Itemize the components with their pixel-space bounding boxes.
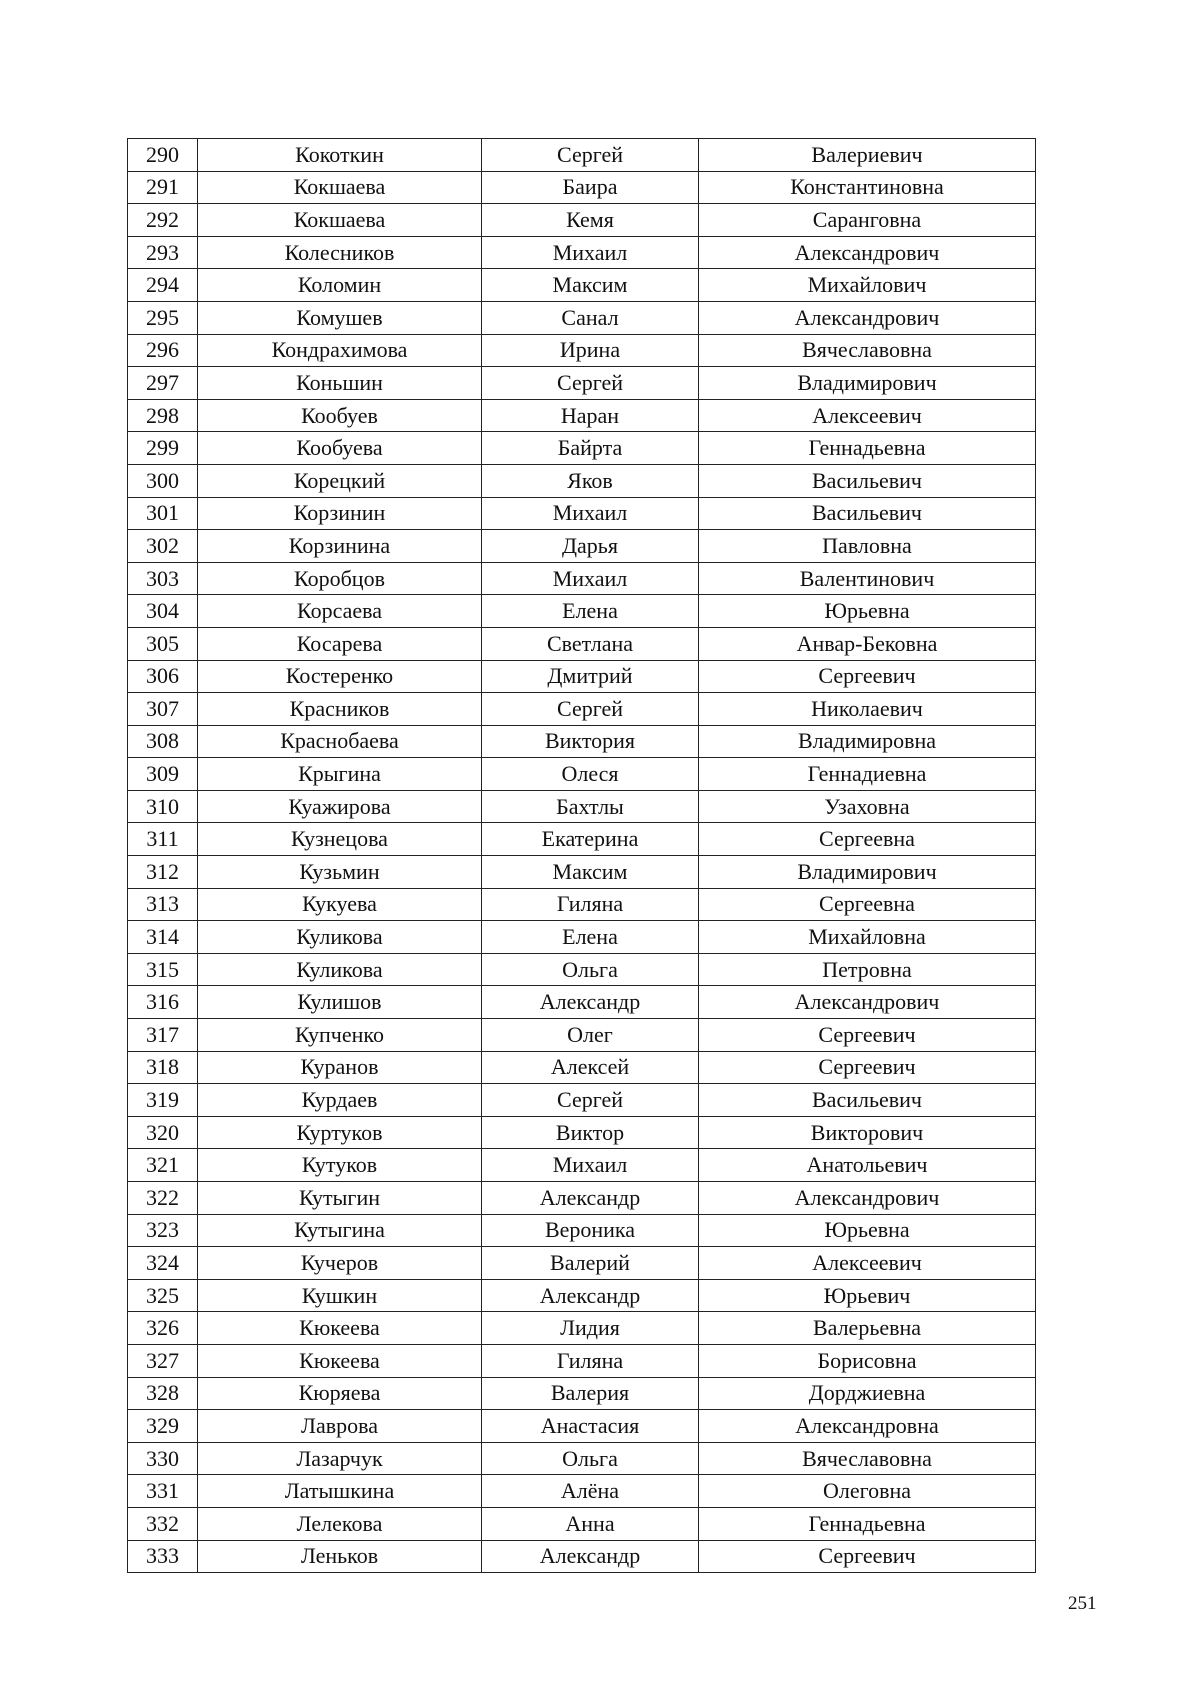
patronymic-cell: Сергеевна	[699, 888, 1036, 921]
last-name-cell: Крыгина	[198, 758, 482, 791]
patronymic-cell: Олеговна	[699, 1475, 1036, 1508]
last-name-cell: Кукуева	[198, 888, 482, 921]
table-row	[128, 1344, 1036, 1377]
row-number-cell: 303	[128, 562, 198, 595]
table-row	[128, 1247, 1036, 1280]
roster-table-body	[128, 139, 1036, 1573]
table-row	[128, 334, 1036, 367]
last-name-cell: Кутуков	[198, 1149, 482, 1182]
last-name-cell: Корецкий	[198, 464, 482, 497]
first-name-cell: Валерия	[482, 1377, 699, 1410]
table-row	[128, 204, 1036, 237]
first-name-cell: Алёна	[482, 1475, 699, 1508]
row-number-cell: 333	[128, 1540, 198, 1573]
last-name-cell: Кузьмин	[198, 856, 482, 889]
first-name-cell: Елена	[482, 595, 699, 628]
table-row	[128, 1279, 1036, 1312]
first-name-cell: Виктор	[482, 1116, 699, 1149]
patronymic-cell: Сергеевич	[699, 660, 1036, 693]
first-name-cell: Михаил	[482, 562, 699, 595]
row-number-cell: 291	[128, 171, 198, 204]
row-number-cell: 317	[128, 1019, 198, 1052]
table-row	[128, 1475, 1036, 1508]
first-name-cell: Байрта	[482, 432, 699, 465]
row-number-cell: 292	[128, 204, 198, 237]
row-number-cell: 308	[128, 725, 198, 758]
table-row	[128, 986, 1036, 1019]
last-name-cell: Кокшаева	[198, 171, 482, 204]
table-row	[128, 953, 1036, 986]
row-number-cell: 324	[128, 1247, 198, 1280]
table-row	[128, 171, 1036, 204]
last-name-cell: Коробцов	[198, 562, 482, 595]
last-name-cell: Кокоткин	[198, 139, 482, 172]
first-name-cell: Валерий	[482, 1247, 699, 1280]
first-name-cell: Наран	[482, 399, 699, 432]
row-number-cell: 296	[128, 334, 198, 367]
table-row	[128, 1116, 1036, 1149]
table-row	[128, 1442, 1036, 1475]
first-name-cell: Баира	[482, 171, 699, 204]
first-name-cell: Олеся	[482, 758, 699, 791]
table-row	[128, 269, 1036, 302]
patronymic-cell: Сергеевич	[699, 1540, 1036, 1573]
table-row	[128, 530, 1036, 563]
first-name-cell: Ольга	[482, 953, 699, 986]
row-number-cell: 298	[128, 399, 198, 432]
patronymic-cell: Николаевич	[699, 693, 1036, 726]
table-row	[128, 1149, 1036, 1182]
row-number-cell: 313	[128, 888, 198, 921]
last-name-cell: Коломин	[198, 269, 482, 302]
patronymic-cell: Владимировна	[699, 725, 1036, 758]
row-number-cell: 326	[128, 1312, 198, 1345]
table-row	[128, 1084, 1036, 1117]
first-name-cell: Александр	[482, 986, 699, 1019]
first-name-cell: Бахтлы	[482, 790, 699, 823]
patronymic-cell: Павловна	[699, 530, 1036, 563]
last-name-cell: Корзинина	[198, 530, 482, 563]
patronymic-cell: Васильевич	[699, 464, 1036, 497]
table-row	[128, 595, 1036, 628]
table-row	[128, 1214, 1036, 1247]
patronymic-cell: Александрович	[699, 1182, 1036, 1215]
table-row	[128, 562, 1036, 595]
patronymic-cell: Васильевич	[699, 1084, 1036, 1117]
row-number-cell: 297	[128, 367, 198, 400]
row-number-cell: 323	[128, 1214, 198, 1247]
last-name-cell: Куртуков	[198, 1116, 482, 1149]
patronymic-cell: Вячеславовна	[699, 334, 1036, 367]
last-name-cell: Колесников	[198, 236, 482, 269]
table-row	[128, 367, 1036, 400]
row-number-cell: 307	[128, 693, 198, 726]
patronymic-cell: Борисовна	[699, 1344, 1036, 1377]
first-name-cell: Максим	[482, 269, 699, 302]
table-row	[128, 1312, 1036, 1345]
table-row	[128, 921, 1036, 954]
roster-table	[127, 138, 1036, 1573]
last-name-cell: Косарева	[198, 627, 482, 660]
first-name-cell: Александр	[482, 1279, 699, 1312]
row-number-cell: 315	[128, 953, 198, 986]
last-name-cell: Курдаев	[198, 1084, 482, 1117]
first-name-cell: Олег	[482, 1019, 699, 1052]
table-row	[128, 236, 1036, 269]
table-row	[128, 790, 1036, 823]
page-number: 251	[1068, 1593, 1097, 1614]
patronymic-cell: Александрович	[699, 986, 1036, 1019]
last-name-cell: Кюряева	[198, 1377, 482, 1410]
last-name-cell: Латышкина	[198, 1475, 482, 1508]
row-number-cell: 332	[128, 1507, 198, 1540]
row-number-cell: 301	[128, 497, 198, 530]
last-name-cell: Кутыгина	[198, 1214, 482, 1247]
last-name-cell: Куранов	[198, 1051, 482, 1084]
row-number-cell: 327	[128, 1344, 198, 1377]
last-name-cell: Кушкин	[198, 1279, 482, 1312]
first-name-cell: Вероника	[482, 1214, 699, 1247]
patronymic-cell: Алексеевич	[699, 399, 1036, 432]
row-number-cell: 300	[128, 464, 198, 497]
row-number-cell: 309	[128, 758, 198, 791]
row-number-cell: 328	[128, 1377, 198, 1410]
row-number-cell: 314	[128, 921, 198, 954]
first-name-cell: Виктория	[482, 725, 699, 758]
patronymic-cell: Юрьевич	[699, 1279, 1036, 1312]
table-row	[128, 1540, 1036, 1573]
last-name-cell: Кокшаева	[198, 204, 482, 237]
patronymic-cell: Анвар-Бековна	[699, 627, 1036, 660]
row-number-cell: 319	[128, 1084, 198, 1117]
first-name-cell: Лидия	[482, 1312, 699, 1345]
last-name-cell: Леньков	[198, 1540, 482, 1573]
row-number-cell: 294	[128, 269, 198, 302]
last-name-cell: Кутыгин	[198, 1182, 482, 1215]
patronymic-cell: Владимирович	[699, 367, 1036, 400]
row-number-cell: 305	[128, 627, 198, 660]
row-number-cell: 320	[128, 1116, 198, 1149]
first-name-cell: Александр	[482, 1540, 699, 1573]
patronymic-cell: Александрович	[699, 301, 1036, 334]
table-row	[128, 1019, 1036, 1052]
patronymic-cell: Валентинович	[699, 562, 1036, 595]
last-name-cell: Кондрахимова	[198, 334, 482, 367]
patronymic-cell: Валериевич	[699, 139, 1036, 172]
row-number-cell: 312	[128, 856, 198, 889]
patronymic-cell: Алексеевич	[699, 1247, 1036, 1280]
first-name-cell: Елена	[482, 921, 699, 954]
patronymic-cell: Константиновна	[699, 171, 1036, 204]
first-name-cell: Сергей	[482, 139, 699, 172]
first-name-cell: Михаил	[482, 236, 699, 269]
last-name-cell: Лелекова	[198, 1507, 482, 1540]
patronymic-cell: Анатольевич	[699, 1149, 1036, 1182]
first-name-cell: Алексей	[482, 1051, 699, 1084]
first-name-cell: Санал	[482, 301, 699, 334]
first-name-cell: Гиляна	[482, 888, 699, 921]
last-name-cell: Комушев	[198, 301, 482, 334]
last-name-cell: Куликова	[198, 921, 482, 954]
first-name-cell: Анастасия	[482, 1410, 699, 1443]
patronymic-cell: Сергеевич	[699, 1051, 1036, 1084]
last-name-cell: Лаврова	[198, 1410, 482, 1443]
last-name-cell: Кообуева	[198, 432, 482, 465]
table-row	[128, 301, 1036, 334]
table-row	[128, 1377, 1036, 1410]
first-name-cell: Дмитрий	[482, 660, 699, 693]
row-number-cell: 306	[128, 660, 198, 693]
row-number-cell: 331	[128, 1475, 198, 1508]
last-name-cell: Красников	[198, 693, 482, 726]
patronymic-cell: Геннадьевна	[699, 1507, 1036, 1540]
table-row	[128, 1410, 1036, 1443]
row-number-cell: 310	[128, 790, 198, 823]
row-number-cell: 311	[128, 823, 198, 856]
patronymic-cell: Петровна	[699, 953, 1036, 986]
patronymic-cell: Юрьевна	[699, 1214, 1036, 1247]
table-row	[128, 888, 1036, 921]
last-name-cell: Кузнецова	[198, 823, 482, 856]
table-row	[128, 1051, 1036, 1084]
table-row	[128, 432, 1036, 465]
patronymic-cell: Михайлович	[699, 269, 1036, 302]
table-row	[128, 1507, 1036, 1540]
first-name-cell: Сергей	[482, 1084, 699, 1117]
row-number-cell: 322	[128, 1182, 198, 1215]
table-row	[128, 627, 1036, 660]
patronymic-cell: Викторович	[699, 1116, 1036, 1149]
table-row	[128, 464, 1036, 497]
patronymic-cell: Александровна	[699, 1410, 1036, 1443]
last-name-cell: Краснобаева	[198, 725, 482, 758]
table-row	[128, 758, 1036, 791]
first-name-cell: Светлана	[482, 627, 699, 660]
first-name-cell: Сергей	[482, 367, 699, 400]
table-row	[128, 823, 1036, 856]
last-name-cell: Кучеров	[198, 1247, 482, 1280]
last-name-cell: Кулишов	[198, 986, 482, 1019]
row-number-cell: 304	[128, 595, 198, 628]
patronymic-cell: Владимирович	[699, 856, 1036, 889]
row-number-cell: 318	[128, 1051, 198, 1084]
patronymic-cell: Узаховна	[699, 790, 1036, 823]
first-name-cell: Михаил	[482, 497, 699, 530]
last-name-cell: Кообуев	[198, 399, 482, 432]
table-row	[128, 693, 1036, 726]
first-name-cell: Кемя	[482, 204, 699, 237]
last-name-cell: Кюкеева	[198, 1344, 482, 1377]
row-number-cell: 329	[128, 1410, 198, 1443]
last-name-cell: Куажирова	[198, 790, 482, 823]
patronymic-cell: Михайловна	[699, 921, 1036, 954]
patronymic-cell: Александрович	[699, 236, 1036, 269]
last-name-cell: Коньшин	[198, 367, 482, 400]
table-row	[128, 856, 1036, 889]
patronymic-cell: Дорджиевна	[699, 1377, 1036, 1410]
patronymic-cell: Вячеславовна	[699, 1442, 1036, 1475]
row-number-cell: 330	[128, 1442, 198, 1475]
row-number-cell: 295	[128, 301, 198, 334]
first-name-cell: Ирина	[482, 334, 699, 367]
table-row	[128, 660, 1036, 693]
patronymic-cell: Юрьевна	[699, 595, 1036, 628]
patronymic-cell: Геннадиевна	[699, 758, 1036, 791]
first-name-cell: Михаил	[482, 1149, 699, 1182]
row-number-cell: 321	[128, 1149, 198, 1182]
table-row	[128, 139, 1036, 172]
row-number-cell: 290	[128, 139, 198, 172]
first-name-cell: Гиляна	[482, 1344, 699, 1377]
first-name-cell: Максим	[482, 856, 699, 889]
last-name-cell: Корсаева	[198, 595, 482, 628]
first-name-cell: Дарья	[482, 530, 699, 563]
last-name-cell: Купченко	[198, 1019, 482, 1052]
patronymic-cell: Валерьевна	[699, 1312, 1036, 1345]
row-number-cell: 293	[128, 236, 198, 269]
first-name-cell: Сергей	[482, 693, 699, 726]
first-name-cell: Екатерина	[482, 823, 699, 856]
row-number-cell: 316	[128, 986, 198, 1019]
row-number-cell: 302	[128, 530, 198, 563]
patronymic-cell: Саранговна	[699, 204, 1036, 237]
last-name-cell: Куликова	[198, 953, 482, 986]
last-name-cell: Кюкеева	[198, 1312, 482, 1345]
table-row	[128, 725, 1036, 758]
first-name-cell: Яков	[482, 464, 699, 497]
patronymic-cell: Васильевич	[699, 497, 1036, 530]
patronymic-cell: Сергеевич	[699, 1019, 1036, 1052]
row-number-cell: 325	[128, 1279, 198, 1312]
last-name-cell: Корзинин	[198, 497, 482, 530]
last-name-cell: Костеренко	[198, 660, 482, 693]
table-row	[128, 1182, 1036, 1215]
first-name-cell: Анна	[482, 1507, 699, 1540]
first-name-cell: Ольга	[482, 1442, 699, 1475]
patronymic-cell: Сергеевна	[699, 823, 1036, 856]
patronymic-cell: Геннадьевна	[699, 432, 1036, 465]
last-name-cell: Лазарчук	[198, 1442, 482, 1475]
table-row	[128, 497, 1036, 530]
row-number-cell: 299	[128, 432, 198, 465]
table-row	[128, 399, 1036, 432]
first-name-cell: Александр	[482, 1182, 699, 1215]
